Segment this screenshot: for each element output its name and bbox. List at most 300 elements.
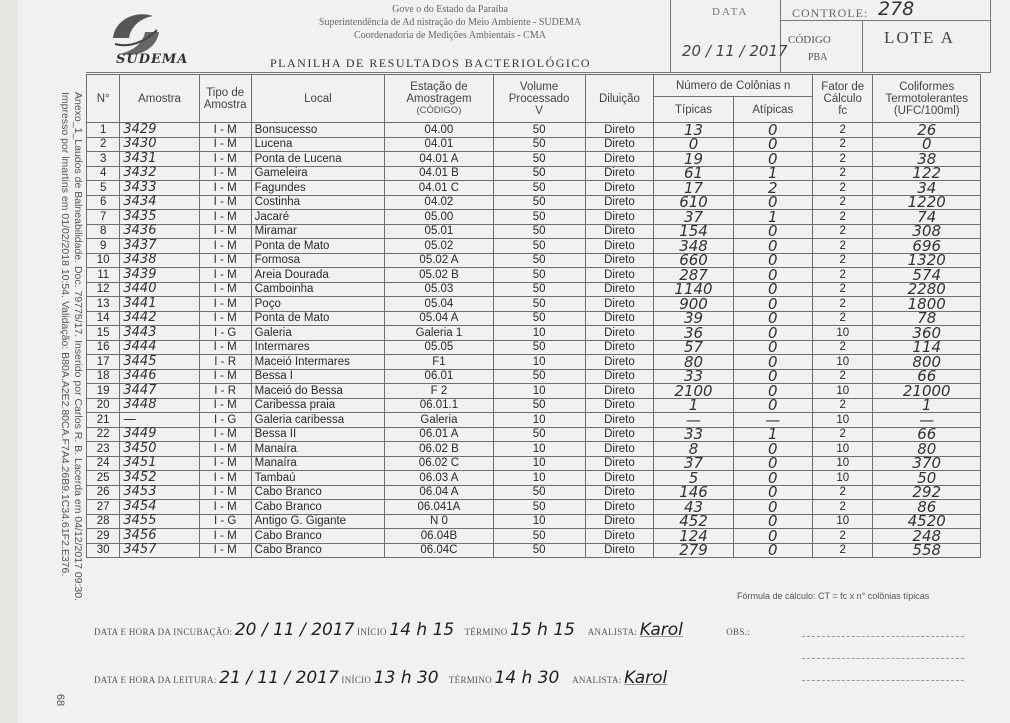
cell-volume: 10 (493, 456, 585, 471)
cell-amostra: 3437 (120, 239, 199, 254)
cell-fc: 2 (812, 543, 873, 558)
cell-fc: 2 (812, 340, 873, 355)
cell-amostra: 3444 (120, 340, 199, 355)
end-label: TÉRMINO (448, 675, 492, 685)
cell-n: 27 (87, 500, 120, 515)
cell-tipicas: 124 (654, 529, 733, 544)
col-estacao-label: Estação de Amostragem (406, 80, 472, 105)
col-tipo: Tipo de Amostra (199, 75, 251, 123)
cell-diluicao: Direto (585, 311, 654, 326)
cell-amostra: 3434 (120, 195, 199, 210)
cell-local: Galeria caribessa (251, 413, 385, 428)
cell-diluicao: Direto (585, 442, 654, 457)
cell-ct: 114 (873, 340, 981, 355)
cell-atipicas: 0 (733, 442, 812, 457)
cell-atipicas: 0 (733, 137, 812, 152)
cell-fc: 2 (812, 268, 873, 283)
cell-fc: 2 (812, 282, 873, 297)
cell-volume: 50 (493, 311, 585, 326)
cell-atipicas: 0 (733, 224, 812, 239)
cell-ct: 1320 (873, 253, 981, 268)
table-row (87, 529, 981, 544)
cell-estacao: 06.01.1 (385, 398, 494, 413)
cell-fc: 2 (812, 152, 873, 167)
cell-fc: 2 (812, 485, 873, 500)
incubation-start: 14 h 15 (389, 620, 455, 640)
cell-tipo: I - M (199, 282, 251, 297)
cell-diluicao: Direto (585, 152, 654, 167)
cell-volume: 50 (493, 297, 585, 312)
cell-estacao: Galeria 1 (385, 326, 494, 341)
cell-tipicas: 2100 (654, 384, 733, 399)
cell-estacao: 06.01 (385, 369, 494, 384)
cell-amostra: 3449 (120, 427, 199, 442)
cell-tipo: I - M (199, 166, 251, 181)
cell-atipicas: 0 (733, 355, 812, 370)
cell-diluicao: Direto (585, 326, 654, 341)
cell-amostra: 3450 (120, 442, 199, 457)
cell-fc: 2 (812, 239, 873, 254)
cell-volume: 50 (493, 224, 585, 239)
divider (670, 0, 671, 72)
cell-estacao: N 0 (385, 514, 494, 529)
cell-local: Caribessa praia (251, 398, 385, 413)
analyst-signature: Karol (624, 668, 668, 688)
reading-row (94, 668, 667, 688)
cell-fc: 2 (812, 137, 873, 152)
cell-n: 6 (87, 195, 120, 210)
col-local: Local (251, 75, 385, 123)
cell-volume: 50 (493, 123, 585, 138)
cell-diluicao: Direto (585, 413, 654, 428)
cell-tipicas: 37 (654, 210, 733, 225)
cell-tipicas: 1140 (654, 282, 733, 297)
cell-volume: 50 (493, 137, 585, 152)
cell-tipicas: 900 (654, 297, 733, 312)
col-coliformes (873, 75, 981, 123)
cell-ct: 360 (873, 326, 981, 341)
header-government: Gove o do Estado da Paraíba (392, 4, 508, 15)
cell-volume: 50 (493, 529, 585, 544)
cell-ct: 80 (873, 442, 981, 457)
cell-diluicao: Direto (585, 471, 654, 486)
cell-volume: 50 (493, 500, 585, 515)
cell-volume: 50 (493, 282, 585, 297)
cell-ct: — (873, 413, 981, 428)
col-volume-sub: V (535, 104, 543, 117)
cell-tipicas: 348 (654, 239, 733, 254)
cell-tipicas: 13 (654, 123, 733, 138)
cell-atipicas: 0 (733, 500, 812, 515)
table-row (87, 166, 981, 181)
cell-amostra: 3433 (120, 181, 199, 196)
cell-ct: 574 (873, 268, 981, 283)
cell-diluicao: Direto (585, 500, 654, 515)
cell-estacao: 06.01 A (385, 427, 494, 442)
col-fator-label: Fator de Cálculo (821, 80, 865, 105)
cell-amostra: 3453 (120, 485, 199, 500)
cell-atipicas: 0 (733, 529, 812, 544)
cell-volume: 10 (493, 514, 585, 529)
page-number: 68 (54, 693, 67, 707)
cell-local: Manaíra (251, 456, 385, 471)
cell-tipo: I - M (199, 210, 251, 225)
cell-tipicas: 8 (654, 442, 733, 457)
cell-atipicas: 0 (733, 326, 812, 341)
table-row (87, 369, 981, 384)
cell-diluicao: Direto (585, 137, 654, 152)
cell-amostra: — (120, 413, 199, 428)
cell-fc: 2 (812, 427, 873, 442)
cell-volume: 50 (493, 239, 585, 254)
cell-diluicao: Direto (585, 210, 654, 225)
cell-estacao: 05.02 (385, 239, 494, 254)
header-superintendence: Superintendência de Ad nistração do Meio Ambiente - SUDEMA (318, 17, 582, 28)
cell-amostra: 3443 (120, 326, 199, 341)
cell-local: Areia Dourada (251, 268, 385, 283)
incubation-date: 20 / 11 / 2017 (234, 620, 355, 640)
cell-ct: 86 (873, 500, 981, 515)
cell-ct: 0 (873, 137, 981, 152)
cell-ct: 66 (873, 427, 981, 442)
cell-volume: 50 (493, 166, 585, 181)
cell-diluicao: Direto (585, 268, 654, 283)
cell-diluicao: Direto (585, 456, 654, 471)
table-row (87, 239, 981, 254)
cell-volume: 50 (493, 268, 585, 283)
cell-diluicao: Direto (585, 369, 654, 384)
cell-tipo: I - M (199, 369, 251, 384)
cell-estacao: 05.02 B (385, 268, 494, 283)
cell-fc: 10 (812, 442, 873, 457)
cell-n: 12 (87, 282, 120, 297)
cell-local: Cabo Branco (251, 543, 385, 558)
cell-tipicas: — (654, 413, 733, 428)
cell-tipicas: 39 (654, 311, 733, 326)
cell-volume: 50 (493, 181, 585, 196)
cell-atipicas: 0 (733, 253, 812, 268)
cell-n: 18 (87, 369, 120, 384)
obs-line (802, 658, 964, 659)
cell-diluicao: Direto (585, 514, 654, 529)
code-label: CÓDIGO (788, 34, 831, 46)
cell-amostra: 3448 (120, 398, 199, 413)
cell-ct: 1800 (873, 297, 981, 312)
cell-fc: 2 (812, 123, 873, 138)
cell-ct: 370 (873, 456, 981, 471)
cell-volume: 50 (493, 427, 585, 442)
cell-ct: 558 (873, 543, 981, 558)
cell-fc: 10 (812, 471, 873, 486)
cell-estacao: F1 (385, 355, 494, 370)
cell-local: Gameleira (251, 166, 385, 181)
reading-date: 21 / 11 / 2017 (219, 668, 339, 688)
cell-volume: 50 (493, 195, 585, 210)
cell-fc: 2 (812, 166, 873, 181)
cell-diluicao: Direto (585, 384, 654, 399)
cell-amostra: 3441 (120, 297, 199, 312)
analyst-signature: Karol (639, 620, 683, 640)
table-row (87, 427, 981, 442)
cell-ct: 26 (873, 123, 981, 138)
cell-amostra: 3457 (120, 543, 199, 558)
incubation-row (94, 620, 750, 640)
cell-local: Intermares (251, 340, 385, 355)
table-row (87, 485, 981, 500)
cell-fc: 10 (812, 514, 873, 529)
cell-n: 5 (87, 181, 120, 196)
cell-amostra: 3452 (120, 471, 199, 486)
cell-estacao: 04.01 B (385, 166, 494, 181)
cell-tipicas: 154 (654, 224, 733, 239)
cell-estacao: 04.01 (385, 137, 494, 152)
cell-local: Maceió Intermares (251, 355, 385, 370)
cell-amostra: 3438 (120, 253, 199, 268)
cell-tipo: I - G (199, 413, 251, 428)
cell-tipo: I - M (199, 137, 251, 152)
cell-n: 30 (87, 543, 120, 558)
cell-tipo: I - M (199, 224, 251, 239)
cell-n: 4 (87, 166, 120, 181)
cell-amostra: 3442 (120, 311, 199, 326)
table-row (87, 137, 981, 152)
cell-tipicas: 287 (654, 268, 733, 283)
cell-ct: 21000 (873, 384, 981, 399)
cell-tipo: I - M (199, 152, 251, 167)
cell-local: Manaíra (251, 442, 385, 457)
cell-atipicas: 0 (733, 471, 812, 486)
cell-local: Fagundes (251, 181, 385, 196)
cell-tipo: I - M (199, 427, 251, 442)
cell-atipicas: 0 (733, 398, 812, 413)
cell-volume: 10 (493, 471, 585, 486)
cell-tipo: I - M (199, 181, 251, 196)
table-row (87, 456, 981, 471)
cell-volume: 50 (493, 210, 585, 225)
cell-estacao: 04.00 (385, 123, 494, 138)
cell-diluicao: Direto (585, 181, 654, 196)
cell-n: 24 (87, 456, 120, 471)
cell-volume: 50 (493, 152, 585, 167)
table-row (87, 471, 981, 486)
cell-fc: 2 (812, 311, 873, 326)
cell-n: 10 (87, 253, 120, 268)
cell-n: 15 (87, 326, 120, 341)
cell-volume: 10 (493, 442, 585, 457)
cell-fc: 2 (812, 224, 873, 239)
cell-tipo: I - G (199, 514, 251, 529)
analyst-label: ANALISTA: (572, 675, 622, 685)
cell-amostra: 3445 (120, 355, 199, 370)
cell-tipicas: 43 (654, 500, 733, 515)
cell-tipo: I - M (199, 253, 251, 268)
cell-atipicas: 0 (733, 152, 812, 167)
cell-tipicas: 0 (654, 137, 733, 152)
cell-fc: 2 (812, 369, 873, 384)
cell-amostra: 3439 (120, 268, 199, 283)
cell-fc: 2 (812, 297, 873, 312)
cell-diluicao: Direto (585, 427, 654, 442)
cell-amostra: 3429 (120, 123, 199, 138)
cell-tipicas: 660 (654, 253, 733, 268)
cell-ct: 248 (873, 529, 981, 544)
cell-amostra: 3456 (120, 529, 199, 544)
table-row (87, 282, 981, 297)
cell-local: Ponta de Mato (251, 311, 385, 326)
cell-fc: 2 (812, 181, 873, 196)
cell-ct: 4520 (873, 514, 981, 529)
cell-amostra: 3431 (120, 152, 199, 167)
cell-tipo: I - R (199, 355, 251, 370)
cell-tipicas: 19 (654, 152, 733, 167)
cell-tipo: I - M (199, 398, 251, 413)
cell-local: Poço (251, 297, 385, 312)
logo-text: SUDEMA (116, 52, 189, 67)
cell-atipicas: 2 (733, 181, 812, 196)
code-value: PBA (808, 52, 828, 63)
cell-tipicas: 36 (654, 326, 733, 341)
cell-estacao: 05.03 (385, 282, 494, 297)
cell-atipicas: 0 (733, 123, 812, 138)
cell-fc: 2 (812, 500, 873, 515)
cell-tipicas: 37 (654, 456, 733, 471)
cell-volume: 50 (493, 398, 585, 413)
cell-n: 1 (87, 123, 120, 138)
cell-n: 2 (87, 137, 120, 152)
cell-estacao: 06.04C (385, 543, 494, 558)
cell-diluicao: Direto (585, 282, 654, 297)
analyst-label: ANALISTA: (587, 627, 638, 637)
cell-local: Antigo G. Gigante (251, 514, 385, 529)
cell-ct: 74 (873, 210, 981, 225)
cell-estacao: 05.04 A (385, 311, 494, 326)
control-value: 278 (878, 0, 915, 20)
cell-tipo: I - M (199, 543, 251, 558)
cell-local: Lucena (251, 137, 385, 152)
cell-fc: 10 (812, 384, 873, 399)
table-row (87, 181, 981, 196)
cell-amostra: 3440 (120, 282, 199, 297)
cell-ct: 122 (873, 166, 981, 181)
cell-estacao: 06.041A (385, 500, 494, 515)
cell-fc: 2 (812, 210, 873, 225)
cell-n: 8 (87, 224, 120, 239)
cell-estacao: 06.03 A (385, 471, 494, 486)
cell-atipicas: 0 (733, 514, 812, 529)
table-row (87, 123, 981, 138)
stamp-line-1: Anexo_1_Laudos de Balneabilidade. Doc. 79775/17. Inserido por Carlos R. B. Lacerda em 04/12/2017 09:30. (72, 92, 84, 602)
cell-tipicas: 1 (654, 398, 733, 413)
obs-label: OBS.: (726, 627, 750, 637)
col-diluicao: Diluição (585, 75, 654, 123)
form-title: PLANILHA DE RESULTADOS BACTERIOLÓGICO (270, 56, 592, 70)
cell-amostra: 3455 (120, 514, 199, 529)
cell-local: Costinha (251, 195, 385, 210)
results-table (86, 74, 981, 558)
cell-tipicas: 17 (654, 181, 733, 196)
table-row (87, 355, 981, 370)
col-coliformes-sub: (UFC/100ml) (893, 104, 960, 117)
cell-estacao: 05.02 A (385, 253, 494, 268)
cell-n: 29 (87, 529, 120, 544)
cell-atipicas: 1 (733, 166, 812, 181)
cell-local: Bessa I (251, 369, 385, 384)
cell-atipicas: — (733, 413, 812, 428)
cell-n: 22 (87, 427, 120, 442)
cell-ct: 66 (873, 369, 981, 384)
cell-diluicao: Direto (585, 224, 654, 239)
cell-diluicao: Direto (585, 485, 654, 500)
cell-atipicas: 0 (733, 297, 812, 312)
table-row (87, 340, 981, 355)
cell-atipicas: 1 (733, 210, 812, 225)
cell-tipo: I - M (199, 123, 251, 138)
cell-diluicao: Direto (585, 123, 654, 138)
cell-local: Camboinha (251, 282, 385, 297)
date-label: DATA (712, 6, 749, 18)
cell-diluicao: Direto (585, 340, 654, 355)
validation-stamp (54, 92, 84, 652)
cell-tipicas: 452 (654, 514, 733, 529)
cell-tipo: I - M (199, 340, 251, 355)
cell-tipicas: 61 (654, 166, 733, 181)
cell-estacao: 06.02 B (385, 442, 494, 457)
cell-estacao: 06.04 A (385, 485, 494, 500)
cell-ct: 696 (873, 239, 981, 254)
cell-estacao: 04.01 C (385, 181, 494, 196)
col-estacao (385, 75, 494, 123)
cell-fc: 10 (812, 326, 873, 341)
cell-local: Jacaré (251, 210, 385, 225)
cell-n: 28 (87, 514, 120, 529)
cell-volume: 10 (493, 413, 585, 428)
cell-volume: 50 (493, 543, 585, 558)
obs-line (802, 636, 964, 637)
cell-ct: 292 (873, 485, 981, 500)
lot-label: LOTE A (884, 28, 956, 47)
cell-local: Cabo Branco (251, 529, 385, 544)
cell-estacao: 04.01 A (385, 152, 494, 167)
table-row (87, 195, 981, 210)
cell-atipicas: 0 (733, 282, 812, 297)
cell-n: 3 (87, 152, 120, 167)
cell-tipo: I - M (199, 442, 251, 457)
table-row (87, 442, 981, 457)
cell-diluicao: Direto (585, 195, 654, 210)
cell-estacao: 04.02 (385, 195, 494, 210)
stamp-line-2: Impresso por lmartins em 01/02/2018 10:54. Validação: B80A.A2E2.80CA.F7A4.26B9.1C34.61F2.E376. (59, 92, 71, 577)
cell-atipicas: 0 (733, 369, 812, 384)
cell-tipicas: 57 (654, 340, 733, 355)
cell-n: 25 (87, 471, 120, 486)
cell-fc: 2 (812, 398, 873, 413)
cell-atipicas: 0 (733, 311, 812, 326)
cell-amostra: 3430 (120, 137, 199, 152)
cell-ct: 308 (873, 224, 981, 239)
col-n: N° (87, 75, 120, 123)
cell-atipicas: 0 (733, 384, 812, 399)
cell-tipo: I - R (199, 384, 251, 399)
cell-atipicas: 0 (733, 195, 812, 210)
header-coordination: Coordenadoria de Medições Ambientais - CMA (354, 30, 546, 41)
col-fator (812, 75, 873, 123)
incubation-label: DATA E HORA DA INCUBAÇÃO: (94, 627, 233, 637)
cell-tipo: I - G (199, 326, 251, 341)
table-row (87, 384, 981, 399)
cell-tipicas: 146 (654, 485, 733, 500)
cell-ct: 2280 (873, 282, 981, 297)
cell-ct: 1 (873, 398, 981, 413)
